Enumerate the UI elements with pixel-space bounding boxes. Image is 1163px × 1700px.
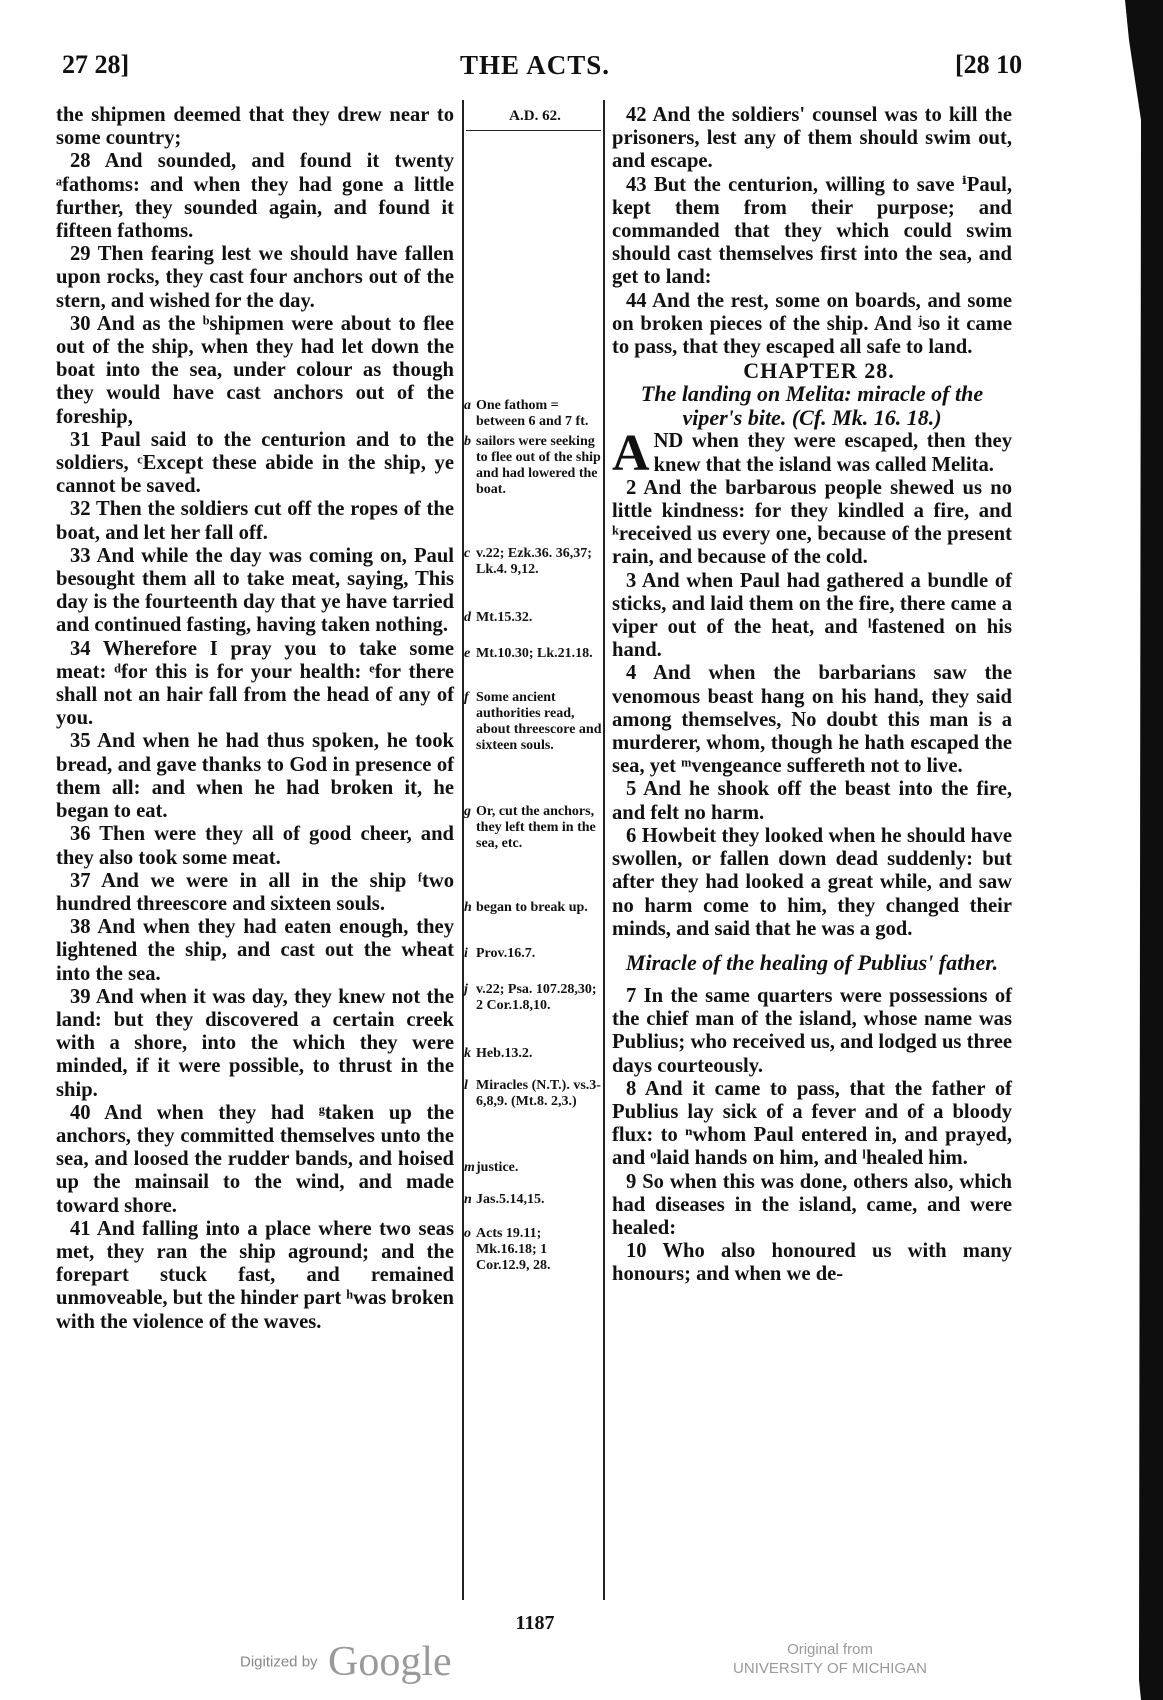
right-column-bottom-verses bbox=[612, 985, 1012, 1287]
note-text: Mt.10.30; Lk.21.18. bbox=[476, 646, 593, 661]
right-column-top-verses bbox=[612, 104, 1012, 359]
note-key: f bbox=[464, 690, 469, 705]
note-text: One fathom = between 6 and 7 ft. bbox=[476, 398, 589, 429]
verse: 10 Who also honoured us with many honours; and when we de- bbox=[612, 1240, 1012, 1286]
marginal-note bbox=[464, 1078, 602, 1110]
verse: 2 And the barbarous people shewed us no little kindness: for they kindled a fire, and ᵏreceived us every one, because of the present rain, and because of the cold. bbox=[612, 476, 1012, 569]
note-text: v.22; Psa. 107.28,30; 2 Cor.1.8,10. bbox=[476, 982, 597, 1013]
section-heading-2: Miracle of the healing of Publius' father. bbox=[625, 949, 999, 975]
marginal-note bbox=[464, 900, 602, 916]
source-library-text: UNIVERSITY OF MICHIGAN bbox=[733, 1660, 927, 1677]
note-key: c bbox=[464, 546, 471, 561]
marginal-note bbox=[464, 1160, 602, 1176]
verse: 28 And sounded, and found it twenty ᵃfathoms: and when they had gone a little further, they sounded again, and found it fifteen fathoms. bbox=[56, 150, 454, 243]
note-text: Or, cut the anchors, they left them in the sea, etc. bbox=[476, 804, 596, 851]
note-key: e bbox=[464, 646, 471, 661]
verse: 44 And the rest, some on boards, and some on broken pieces of the ship. And ʲso it came to pass, that they escaped all safe to land. bbox=[612, 289, 1012, 359]
note-text: justice. bbox=[476, 1160, 519, 1175]
marginal-note bbox=[464, 398, 602, 430]
verse: 5 And he shook off the beast into the fire, and felt no harm. bbox=[612, 778, 1012, 824]
left-column bbox=[56, 104, 454, 1334]
header-left-reference: 27 28] bbox=[62, 50, 130, 79]
right-column bbox=[612, 104, 1012, 1287]
drop-cap: A bbox=[612, 425, 650, 483]
verse: 30 And as the ᵇshipmen were about to flee out of the ship, when they had let down the boat into the sea, under colour as though they would have cast anchors out of the foreship, bbox=[56, 312, 454, 428]
marginal-note bbox=[464, 546, 602, 578]
note-key: g bbox=[464, 804, 471, 819]
note-text: Some ancient authorities read, about threescore and sixteen souls. bbox=[476, 690, 602, 753]
digitized-by-mark bbox=[240, 1638, 452, 1686]
marginal-note bbox=[464, 1226, 602, 1274]
marginal-note bbox=[464, 946, 602, 962]
verse: 6 Howbeit they looked when he should have swollen, or fallen down dead suddenly: but after they had looked a great while, and saw no harm come to him, they changed their minds, and said that he was a god. bbox=[612, 824, 1012, 940]
note-key: i bbox=[464, 946, 468, 961]
verse: 40 And when they had ᵍtaken up the anchors, they committed themselves unto the sea, and loosed the rudder bands, and hoised up the mainsail to the wind, and made toward shore. bbox=[56, 1101, 454, 1217]
note-key: o bbox=[464, 1226, 471, 1241]
center-date-rule bbox=[466, 130, 601, 131]
verse: 9 So when this was done, others also, which had diseases in the island, came, and were healed: bbox=[612, 1170, 1012, 1239]
verse: 7 In the same quarters were possessions of the chief man of the island, whose name was Publius; who received us, and lodged us three days courteously. bbox=[612, 984, 1012, 1077]
marginal-note bbox=[464, 610, 602, 626]
marginal-note bbox=[464, 982, 602, 1014]
right-column-mid-verses bbox=[612, 477, 1012, 941]
verse: 32 Then the soldiers cut off the ropes of the boat, and let her fall off. bbox=[56, 498, 454, 544]
note-text: Mt.15.32. bbox=[476, 610, 533, 625]
note-text: Prov.16.7. bbox=[476, 946, 536, 961]
verse: 33 And while the day was coming on, Paul besought them all to take meat, saying, This day is the fourteenth day that ye have tarried and continued fasting, having taken nothing. bbox=[56, 544, 454, 637]
note-text: began to break up. bbox=[476, 900, 588, 915]
verse: the shipmen deemed that they drew near to some country; bbox=[56, 104, 454, 150]
verse: 8 And it came to pass, that the father of Publius lay sick of a fever and of a bloody flux: to ⁿwhom Paul entered in, and prayed, and ᵒlaid hands on him, and ˡhealed him. bbox=[612, 1077, 1012, 1170]
page-edge-shadow bbox=[1103, 0, 1163, 1700]
verse: 31 Paul said to the centurion and to the soldiers, ᶜExcept these abide in the ship, ye cannot be saved. bbox=[56, 428, 454, 498]
note-text: Heb.13.2. bbox=[476, 1046, 533, 1061]
verse: 4 And when the barbarians saw the venomous beast hang on his hand, they said among themselves, No doubt this man is a murderer, whom, though he hath escaped the sea, yet ᵐvengeance suffereth not to live. bbox=[612, 662, 1012, 778]
first-verse bbox=[612, 425, 1012, 483]
marginal-note bbox=[464, 804, 602, 852]
center-date: A.D. 62. bbox=[509, 108, 561, 124]
verse: 3 And when Paul had gathered a bundle of sticks, and laid them on the fire, there came a viper out of the heat, and ˡfastened on his hand. bbox=[612, 569, 1012, 662]
page-number: 1187 bbox=[515, 1612, 555, 1634]
note-key: k bbox=[464, 1046, 471, 1061]
marginal-note bbox=[464, 690, 602, 754]
verse: 39 And when it was day, they knew not the land: but they discovered a certain creek with a shore, into the which they were minded, if it were possible, to thrust in the ship. bbox=[56, 985, 454, 1101]
note-text: v.22; Ezk.36. 36,37; Lk.4. 9,12. bbox=[476, 546, 592, 577]
note-text: Jas.5.14,15. bbox=[476, 1192, 545, 1207]
note-key: j bbox=[464, 982, 468, 997]
verse: 34 Wherefore I pray you to take some meat: ᵈfor this is for your health: ᵉfor there shall not an hair fall from the head of any of you. bbox=[56, 637, 454, 730]
marginal-note bbox=[464, 1046, 602, 1062]
note-text: sailors were seeking to flee out of the ship and had lowered the boat. bbox=[476, 434, 601, 497]
section-heading-1: The landing on Melita: miracle of the viper's bite. (Cf. Mk. 16. 18.) bbox=[640, 381, 984, 431]
note-text: Miracles (N.T.). vs.3-6,8,9. (Mt.8. 2,3.) bbox=[476, 1078, 601, 1109]
marginal-note bbox=[464, 434, 602, 498]
verse: 42 And the soldiers' counsel was to kill the prisoners, lest any of them should swim out, and escape. bbox=[612, 104, 1012, 173]
first-verse-text: ND when they were escaped, then they knew that the island was called Melita. bbox=[653, 430, 1012, 476]
note-key: h bbox=[464, 900, 472, 915]
note-key: l bbox=[464, 1078, 468, 1093]
running-head bbox=[0, 50, 1110, 90]
verse: 38 And when they had eaten enough, they lightened the ship, and cast out the wheat into the sea. bbox=[56, 916, 454, 985]
verse: 36 Then were they all of good cheer, and they also took some meat. bbox=[56, 823, 454, 869]
header-right-reference: [28 10 bbox=[955, 50, 1023, 79]
marginal-note bbox=[464, 646, 602, 662]
digitized-by-text: Digitized by bbox=[240, 1653, 318, 1671]
note-text: Acts 19.11; Mk.16.18; 1 Cor.12.9, 28. bbox=[476, 1226, 551, 1273]
google-logo: Google bbox=[328, 1639, 452, 1685]
header-title: THE ACTS. bbox=[459, 50, 611, 80]
verse: 35 And when he had thus spoken, he took bread, and gave thanks to God in presence of them all: and when he had broken it, he began to eat. bbox=[56, 730, 454, 823]
marginal-note bbox=[464, 1192, 602, 1208]
note-key: a bbox=[464, 398, 471, 413]
verse: 41 And falling into a place where two seas met, they ran the ship aground; and the forepart stuck fast, and remained unmoveable, but the hinder part ʰwas broken with the violence of the waves. bbox=[56, 1217, 454, 1333]
verse: 43 But the centurion, willing to save ⁱPaul, kept them from their purpose; and commanded that they which could swim should cast themselves first into the sea, and get to land: bbox=[612, 173, 1012, 289]
column-rule-right bbox=[603, 100, 605, 1600]
original-from-text: Original from bbox=[787, 1641, 873, 1658]
note-key: n bbox=[464, 1192, 472, 1207]
source-credit bbox=[700, 1640, 960, 1678]
note-key: b bbox=[464, 434, 471, 449]
chapter-heading: CHAPTER 28. bbox=[743, 358, 895, 384]
note-key: m bbox=[464, 1160, 475, 1175]
verse: 37 And we were in all in the ship ᶠtwo hundred threescore and sixteen souls. bbox=[56, 869, 454, 915]
verse: 29 Then fearing lest we should have fallen upon rocks, they cast four anchors out of the stern, and wished for the day. bbox=[56, 243, 454, 312]
note-key: d bbox=[464, 610, 471, 625]
